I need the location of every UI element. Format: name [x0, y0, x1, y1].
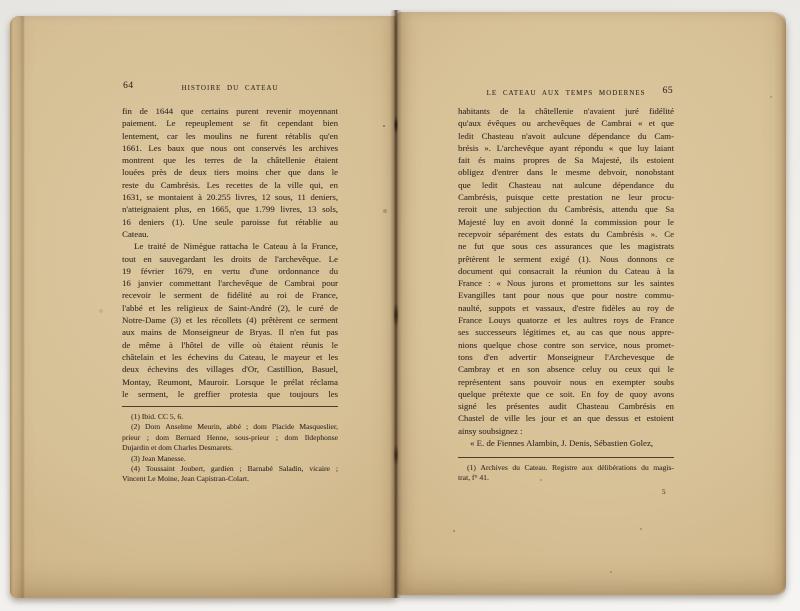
text-line: 1661. Les baux que nous ont conservés les archives — [122, 142, 338, 153]
text-line: Majesté luy en avoit donné la commission pour le — [458, 216, 674, 227]
text-line: recevoir le serment de fidélité au roi de France, — [122, 290, 338, 301]
text-line: Cateau. — [122, 228, 149, 239]
text-line: qu'aux évêques ou archevêques de Cambrai « et que — [458, 118, 674, 129]
signature-mark: 5 — [662, 488, 666, 496]
right-page-header — [458, 86, 674, 99]
text-line: de même à l'hôtel de ville où étaient réunis le — [122, 339, 338, 350]
text-line: reste du Cambrésis. Les recettes de la ville qui, en — [122, 179, 338, 190]
text-line: paiement. Le repeuplement se fit cependant bien — [122, 118, 338, 129]
text-line: document qui consacrait la réunion du Cateau à la — [458, 265, 674, 276]
text-line: (4) Toussaint Joubert, gardien ; Barnabé Saladin, vicaire ; — [131, 463, 338, 473]
right-page — [397, 12, 786, 595]
left-footnote-rule — [122, 406, 338, 407]
left-page-number: 64 — [123, 81, 134, 91]
text-line: louées près de deux tiers moins cher que dans le — [122, 167, 338, 178]
text-line: prêtèrent le serment exigé (1). Nous donnons ce — [458, 253, 674, 264]
text-line: Cambray et en son absence celuy ou ceux qui le — [458, 364, 674, 375]
text-line: France Louys quatorze et les aultres roys de France — [458, 315, 674, 326]
text-line: n'atteignaient plus, en 1665, que 1.799 livres, 13 sols, — [122, 204, 338, 215]
text-line: brésis ». L'archevêque ayant répondu « que luy laiant — [458, 142, 674, 153]
text-line: Le traité de Nimègue rattacha le Cateau à la France, — [134, 241, 338, 252]
text-line: France : « Nous jurons et promettons sur les saintes — [458, 278, 674, 289]
text-line: 16 deniers (1). Une seule paroisse fut rétablie au — [122, 216, 338, 227]
text-line: 16 janvier commettant l'archevêque de Cambrai pour — [122, 278, 338, 289]
text-line: ainsy soubsignez : — [458, 425, 523, 436]
right-page-body-text — [458, 105, 674, 449]
text-line: Chastel de ville les jour et an que dessus et estoient — [458, 413, 674, 424]
text-line: Vincent Le Moine, Jean Capistran-Colart. — [122, 474, 249, 484]
text-line: Notre-Dame (3) et les récollets (4) prêtèrent ce serment — [122, 315, 338, 326]
text-line: tons d'en advertir Monseigneur l'Archevesque de — [458, 351, 674, 362]
text-line: ne fut que sous ces assurances que les magistrats — [458, 241, 674, 252]
right-running-title: LE CATEAU AUX TEMPS MODERNES — [486, 88, 646, 97]
text-line: naulté, suppots et vassaux, d'estre fidèles au roy de — [458, 302, 674, 313]
text-line: Cambrésis, puisque cette prestation ne leur procu- — [458, 192, 674, 203]
text-line: (3) Jean Manesse. — [131, 453, 186, 463]
right-page-number: 65 — [662, 86, 673, 96]
text-line: quelque prétexte que ce soit. En foy de quoy avons — [458, 388, 674, 399]
left-running-title: HISTOIRE DU CATEAU — [181, 83, 279, 92]
text-line: nions quelque chose contre son service, nous promet- — [458, 339, 674, 350]
text-line: fait és mains propres de Sa Majesté, ils estoient — [458, 155, 674, 166]
text-line: 19 février 1679, en vertu d'une ordonnance du — [122, 265, 338, 276]
text-line: ledit Chasteau n'avoit aulcune dépendance du Cam- — [458, 130, 674, 141]
paper-specks — [0, 0, 2, 2]
text-line: recepvoir séparément des estats du Cambrésis ». Ce — [458, 228, 674, 239]
text-line: deux échevins des villages d'Or, Castillion, Basuel, — [122, 364, 338, 375]
right-footnote-rule — [458, 457, 674, 458]
left-page — [10, 16, 396, 598]
text-line: habitants de la châtellenie n'avaient juré fidélité — [458, 106, 674, 116]
left-page-body-text — [122, 105, 338, 400]
text-line: (1) Archives du Cateau. Registre aux délibérations du magis- — [467, 463, 674, 472]
text-line: signé les présentes audit Chasteau Cambrésis en — [458, 401, 674, 412]
text-line: obligez d'entrer dans le mesme debvoir, nonobstant — [458, 167, 674, 178]
text-line: (1) Ibid. CC 5, 6. — [131, 412, 184, 421]
text-line: (2) Dom Anselme Meurin, abbé ; dom Placide Masqueslier, — [131, 422, 338, 432]
text-line: ses successeurs légitimes et, au cas que nous appre- — [458, 327, 674, 338]
text-line: tout en sauvegardant les droits de l'archevêque. Le — [122, 253, 338, 264]
text-line: le serment, le greffier protesta que toujours les — [122, 388, 338, 399]
text-line: Evangilles tant pour nous que pour nostre commu- — [458, 290, 674, 301]
text-line: l'abbé et les religieux de Saint-André (2), le curé de — [122, 302, 338, 313]
text-line: reroit une subjection du Cambrésis, attendu que Sa — [458, 204, 674, 215]
text-line: fin de 1644 que certains purent revenir moyennant — [122, 106, 338, 116]
text-line: Dujardin et dom Charles Desmarets. — [122, 443, 233, 453]
text-line: châtelain et les échevins du Cateau, le mayeur et les — [122, 351, 338, 362]
text-line: que ledit Chasteau nat aulcune dépendance du — [458, 179, 674, 190]
left-page-header — [122, 81, 338, 94]
text-line: prieur ; dom Bernard Henne, sous-prieur ; dom Ildephonse — [122, 432, 338, 442]
text-line: représentent sans pouvoir nous en exempter soubs — [458, 376, 674, 387]
text-line: trat, f° 41. — [458, 473, 489, 483]
text-line: « E. de Fiennes Alambin, J. Denis, Sébastien Golez, — [470, 438, 653, 449]
right-page-footnotes — [458, 463, 674, 484]
text-line: 1631, se montaient à 20.255 livres, 12 sous, 11 deniers, — [122, 192, 338, 203]
text-line: lentement, car les moulins ne furent rétablis qu'en — [122, 130, 338, 141]
text-line: aux mains de Monseigneur de Bryas. Il n'en fut pas — [122, 327, 338, 338]
text-line: montrent que les terres de la châtellenie étaient — [122, 155, 338, 166]
left-page-footnotes — [122, 412, 338, 485]
text-line: Montay, Reumont, Mauroir. Lorsque le prélat réclama — [122, 376, 338, 387]
